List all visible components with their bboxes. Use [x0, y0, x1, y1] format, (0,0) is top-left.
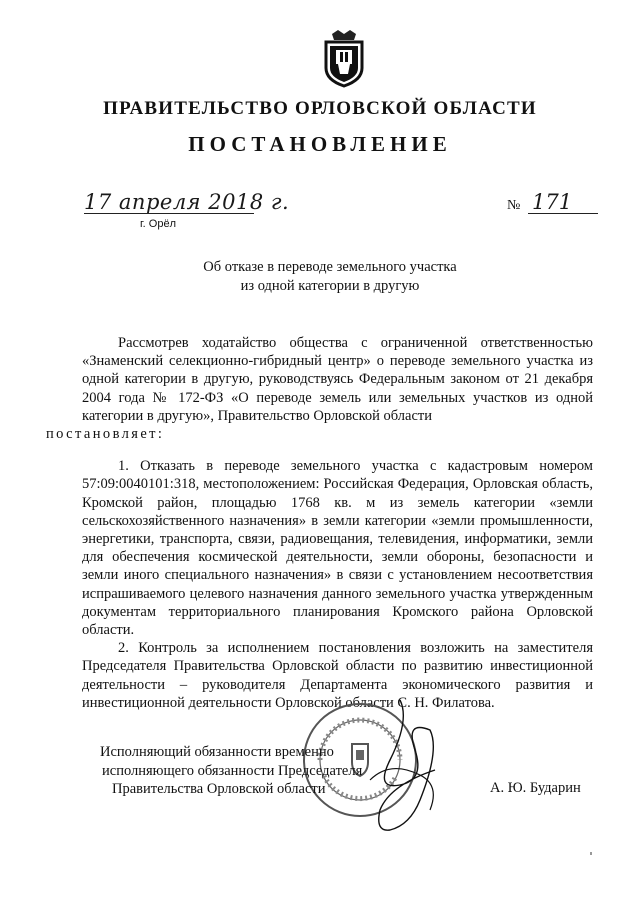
government-name: ПРАВИТЕЛЬСТВО ОРЛОВСКОЙ ОБЛАСТИ [103, 98, 537, 119]
handwritten-number: 171 [532, 190, 573, 214]
handwritten-date: 17 апреля 2018 г. [84, 190, 290, 214]
title-line-1: Об отказе в переводе земельного участка [203, 259, 457, 275]
item-2-paragraph: 2. Контроль за исполнением постановления возложить на заместителя Председателя Правительства Орловской области по развитию инвестиционной деятельности – руководителя Департамента экономического развития и инвестиционной деятельности Орловской области С. Н. Филатова. [82, 640, 593, 711]
number-underline [528, 213, 598, 214]
title-line-2: из одной категории в другую [240, 278, 420, 294]
document-type: ПОСТАНОВЛЕНИЕ [188, 132, 452, 156]
signatory-line-1: Исполняющий обязанности временно [100, 744, 334, 760]
item-1-paragraph: 1. Отказать в переводе земельного участка с кадастровым номером 57:09:0040101:318, местоположением: Российская Федерация, Орловская область, Кромской район, площадью 1768 кв. м из земель категории «земли сельскохозяйственного назначения» в земли категории «земли промышленности, энергетики, транспорта, связи, радиовещания, телевидения, информатики, земли для обеспечения космической деятельности, земли обороны, безопасности и земли иного специального назначения» в связи с установлением несоответствия испрашиваемого целевого назначения данного земельного участка утвержденным документам территориального планирования Кромского района Орловской области. [82, 458, 593, 639]
preamble-text: Рассмотрев ходатайство общества с ограниченной ответственностью «Знаменский селекционно-гибридный центр» о переводе земельного участка из одной категории в другую, руководствуясь Федеральным законом от 21 декабря 2004 года № 172-ФЗ «О переводе земель или земельных участков из одной категории в другую», Правительство Орловской области [82, 335, 593, 424]
date-underline [84, 213, 254, 214]
document-body [46, 334, 593, 712]
decides-word: постановляет: [46, 426, 165, 443]
number-label: № [507, 198, 521, 213]
signer-name: А. Ю. Бударин [490, 780, 581, 796]
scan-artifact-dot [590, 852, 592, 855]
signatory-position [100, 743, 362, 799]
preamble-paragraph [46, 334, 593, 443]
signatory-line-3: Правительства Орловской области [112, 781, 326, 798]
document-title [160, 258, 500, 296]
city-label: г. Орёл [140, 218, 176, 230]
signatory-line-2: исполняющего обязанности Председателя [102, 762, 363, 779]
coat-of-arms-emblem [318, 28, 370, 88]
